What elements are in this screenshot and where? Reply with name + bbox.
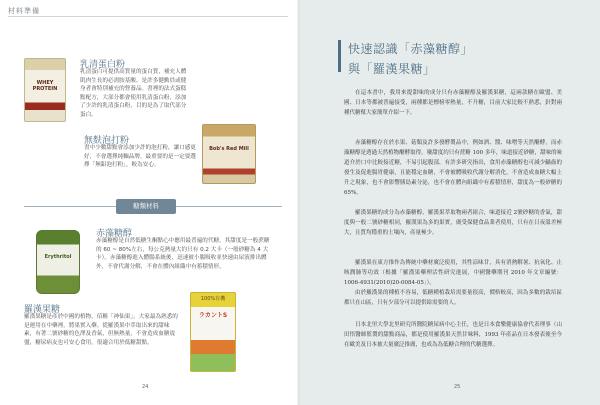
- monk-fruit-sugar-image-badge: 100%有機: [200, 296, 226, 302]
- erythritol-image-label: Erythritol: [44, 254, 72, 260]
- paragraph-monk-fruit-medicine: 羅漢果在東方推作為傳統中藥材廣泛使用，其性涼味甘，具有消熱解暑、抗氧化、止咳潤肺等功效（根據「羅漢果藥理活性研究進展，中國醫藥期刊 2010 年文章編號：1006-4931(2010)20-0084-05」）。: [344, 260, 562, 286]
- monk-fruit-sugar-title: 羅漢果糖: [24, 305, 61, 315]
- paragraph-cultivation: 由於羅漢果的種植不容易，低糖種植栽培需要量很高，價格較高，因為多數的栽培區都只在山區，只有少部分可以提供給需要的人。: [344, 290, 562, 306]
- paragraph-monk-fruit-sugar: 羅漢果糖的成分為赤藻糖醇、羅漢果萃取物兩者組合，味道接近 2號砂糖的香氣，甜度與一般二號砂糖相同，羅漢果為多的果實，廣受保健食品業者使用，只有在日夜溫差極大，且質均穩重的土壤內，產量極少。: [344, 210, 562, 236]
- paragraph-intro: 在這本書中，我用來提甜味的成分只有赤藻糖醇及羅漢果糖，這兩款糖在歐盟、美國、日本等都被普遍接受，兩種都是標榜零熱量，不升糖，目前大家比較不熟悉，針對兩種代糖幫大家簡單介紹一下。: [344, 90, 562, 116]
- whey-protein-image-label: WHEY PROTEIN: [32, 80, 58, 92]
- erythritol-image: [36, 230, 80, 294]
- baking-powder-image: [202, 124, 256, 184]
- monk-fruit-sugar-image-label: ラカントS: [198, 312, 228, 319]
- monk-fruit-sugar-image: [190, 292, 236, 372]
- title-accent-bar: [338, 40, 341, 72]
- erythritol-description: 赤藻糖醇是自然低糖生酮點心中應用最普遍的代糖，其甜度是一般蔗糖的 60 ~ 80%左右，每公克熱量大約只有 0.2 大卡（一般砂糖為 4 大卡）。赤藻糖醇進入體腸系統後，迅速被小腸吸收並快速由尿液排出體外，不會代謝分解，不會在體內組織中有蓄積情形。: [96, 238, 270, 270]
- header-rule: [8, 16, 288, 17]
- divider-line-left: [24, 206, 116, 207]
- divider-line-right: [176, 206, 282, 207]
- page-title-line-1: 快速認識「赤藻糖醇」: [348, 42, 474, 56]
- paragraph-erythritol: 赤藻糖醇存在於水果、菇類及許多發酵製品中，例如酒、醬、味噌等天然醣酵，而赤藻糖醇是透過天然植物醣酵取得，廢甜度約只有蔗糖 100 多年，味道接近砂糖，甜味的味道介於口中比較接近糖，不易引起腹部，有許多研究指出，食用赤藻糖醇也可減少齲齒的發生及促進腸胃健康，且能穩定血糖，不會被體吸收代謝分解消化，不會造成血糖大幅上升之現象，也不會影響胰島素分泌，也不會在體內組織中有蓄積情形，甜度為一般砂糖的 65%。: [344, 140, 562, 196]
- whey-protein-title: 乳清蛋白粉: [80, 60, 126, 70]
- page-number-left: 24: [142, 384, 149, 390]
- baking-powder-description: 書中少數甜點會添加少許的泡打粉，讓口感更好，不會選擇純麵品牌，最重要的是一定要選擇「無鋁泡打粉」，較為安心。: [84, 145, 196, 169]
- page-number-right: 25: [454, 384, 461, 390]
- right-page: [300, 0, 600, 405]
- baking-powder-title: 無麩泡打粉: [84, 136, 130, 146]
- sugar-section-label: 糖類材料: [116, 199, 176, 214]
- page-title-line-2: 與「羅漢果糖」: [348, 62, 436, 76]
- paragraph-japan: 日本北里大學北里研究所醫院糖尿病中心主任，也是日本食樂健康協會代表理事（山田悟醫師監製的甜點商品，都是使用羅漢果天然甘味料，1993 年產品在日本發表後至今在歐美及日本被大量廣泛推廣，也成為為低糖合理的代糖選擇。: [344, 322, 562, 348]
- section-header: 材料準備: [8, 7, 40, 15]
- whey-protein-description: 乳清蛋白可提供高質量的蛋白質，補充人體肌肉生長的必需胺基酸，是許多健勳員或健身者會特別補充的營養品。書裡的法式蛋糕點配方，大部分都會使用乳清蛋白粉，添加了少許的乳清蛋白粉，目的是為了取代部分蛋白。: [80, 69, 187, 118]
- monk-fruit-sugar-description: 羅漢果糖是產於中國的植物，佰稱「神仙果」。大家最為熟悉的是運用在中藥裡，將果實入藥。從羅漢果中萃取出來的甜味素，有著二號砂糖的色澤及香氣，但無熱量，不會造成血糖震盪，糖尿病友也可安心食用，很適合用於低糖甜點。: [24, 314, 178, 346]
- erythritol-title: 赤藻糖醇: [96, 229, 133, 239]
- baking-powder-image-label: Bob's Red Mill: [209, 146, 249, 152]
